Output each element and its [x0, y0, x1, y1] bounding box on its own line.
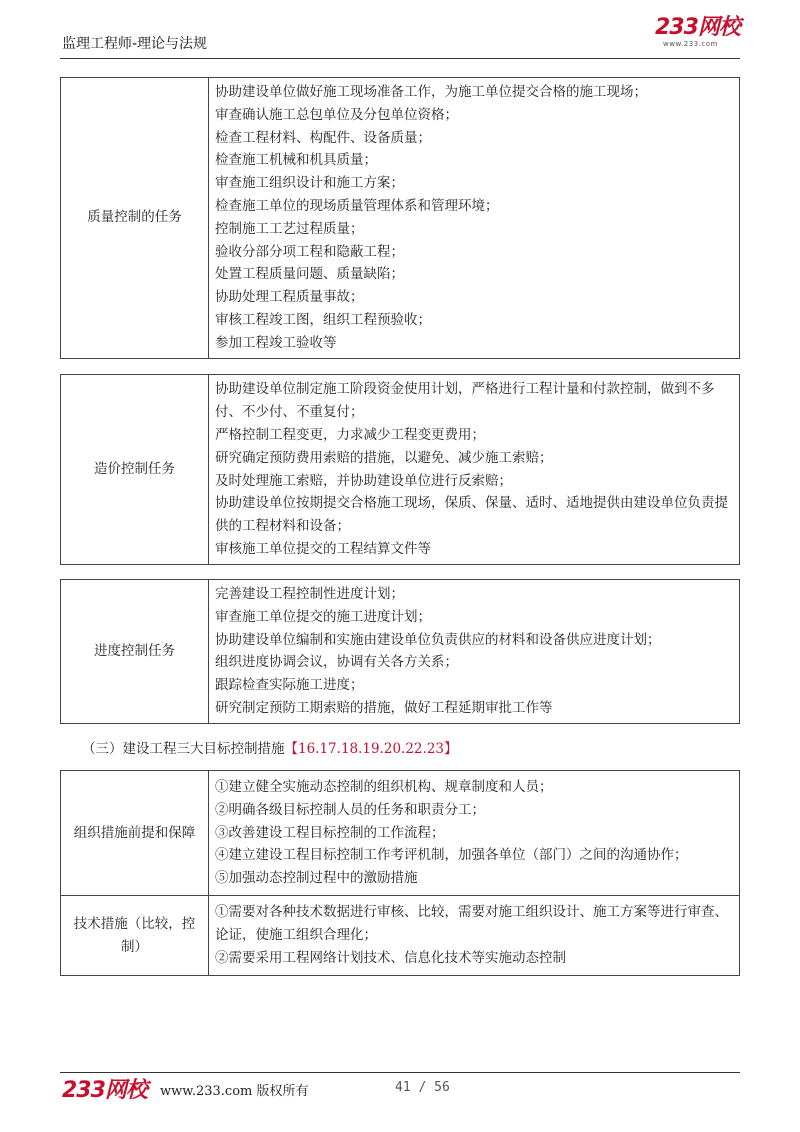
- logo-text: 233网校: [655, 15, 740, 40]
- table-label: 进度控制任务: [61, 580, 209, 724]
- list-item: 研究确定预防费用索赔的措施，以避免、减少施工索赔；: [215, 449, 553, 466]
- table-content: [209, 771, 740, 896]
- section-heading: [82, 739, 458, 759]
- list-item: 协助处理工程质量事故；: [215, 289, 364, 306]
- list-item: 审查确认施工总包单位及分包单位资格；: [215, 106, 458, 123]
- list-item: ②需要采用工程网络计划技术、信息化技术等实施动态控制: [215, 949, 566, 966]
- list-item: 审核施工单位提交的工程结算文件等: [215, 540, 431, 557]
- list-item: 组织进度协调会议，协调有关各方关系；: [215, 654, 458, 671]
- table-content: [209, 78, 740, 359]
- header-divider: [60, 58, 740, 59]
- list-item: ②明确各级目标控制人员的任务和职责分工；: [215, 801, 485, 818]
- footer-divider: [60, 1072, 740, 1073]
- list-item: 审核工程竣工图，组织工程预验收；: [215, 311, 431, 328]
- table-label: 技术措施（比较，控制）: [61, 896, 209, 976]
- list-item: 完善建设工程控制性进度计划；: [215, 586, 404, 602]
- list-item: 跟踪检查实际施工进度；: [215, 677, 364, 694]
- list-item: 控制施工工艺过程质量；: [215, 220, 364, 237]
- list-item: 检查工程材料、构配件、设备质量；: [215, 129, 431, 146]
- schedule-control-table: [60, 579, 740, 724]
- list-item: 审查施工组织设计和施工方案；: [215, 175, 404, 192]
- list-item: 验收分部分项工程和隐蔽工程；: [215, 243, 404, 260]
- list-item: 协助建设单位按期提交合格施工现场，保质、保量、适时、适地提供由建设单位负责提供的工程材料和设备；: [215, 495, 728, 535]
- table-content: [209, 896, 740, 976]
- list-item: 严格控制工程变更，力求减少工程变更费用；: [215, 426, 485, 443]
- list-item: 协助建设单位制定施工阶段资金使用计划，严格进行工程计量和付款控制，做到不多付、不少付、不重复付；: [215, 381, 715, 421]
- list-item: 处置工程质量问题、质量缺陷；: [215, 266, 404, 283]
- list-item: 检查施工机械和机具质量；: [215, 152, 377, 169]
- list-item: ③改善建设工程目标控制的工作流程；: [215, 824, 445, 841]
- list-item: 研究制定预防工期索赔的措施，做好工程延期审批工作等: [215, 699, 553, 716]
- page-number: 41 / 56: [395, 1080, 450, 1095]
- logo-url: www.233.com: [663, 40, 718, 48]
- table-content: [209, 580, 740, 724]
- footer-copyright: www.233.com 版权所有: [160, 1084, 309, 1099]
- exam-years-badge: 【16.17.18.19.20.22.23】: [284, 741, 458, 757]
- brand-logo[interactable]: [655, 16, 745, 56]
- list-item: 检查施工单位的现场质量管理体系和管理环境；: [215, 197, 499, 214]
- list-item: ①建立健全实施动态控制的组织机构、规章制度和人员；: [215, 779, 553, 795]
- control-measures-table: [60, 770, 740, 976]
- list-item: ④建立建设工程目标控制工作考评机制，加强各单位（部门）之间的沟通协作；: [215, 847, 688, 864]
- footer-logo[interactable]: 233网校: [62, 1078, 147, 1103]
- table-label: 组织措施前提和保障: [61, 771, 209, 896]
- list-item: ①需要对各种技术数据进行审核、比较，需要对施工组织设计、施工方案等进行审查、论证，使施工组织合理化；: [215, 904, 728, 944]
- cost-control-table: [60, 374, 740, 565]
- list-item: 协助建设单位做好施工现场准备工作，为施工单位提交合格的施工现场；: [215, 84, 647, 100]
- list-item: ⑤加强动态控制过程中的激励措施: [215, 870, 418, 887]
- table-label: 质量控制的任务: [61, 78, 209, 359]
- table-content: [209, 375, 740, 565]
- document-header-title: 监理工程师-理论与法规: [62, 36, 208, 52]
- quality-control-table: [60, 77, 740, 359]
- section-title: （三）建设工程三大目标控制措施: [82, 741, 285, 757]
- list-item: 协助建设单位编制和实施由建设单位负责供应的材料和设备供应进度计划；: [215, 631, 661, 648]
- list-item: 审查施工单位提交的施工进度计划；: [215, 608, 431, 625]
- table-label: 造价控制任务: [61, 375, 209, 565]
- list-item: 参加工程竣工验收等: [215, 334, 337, 351]
- list-item: 及时处理施工索赔，并协助建设单位进行反索赔；: [215, 472, 512, 489]
